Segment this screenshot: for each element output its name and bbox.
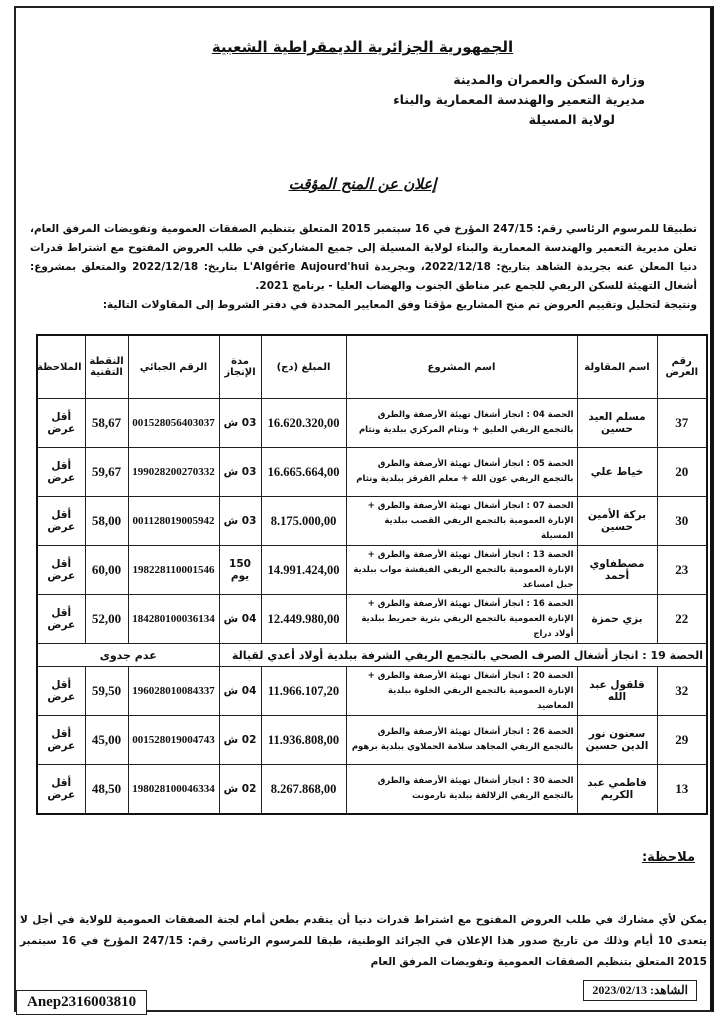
cell-remark: أقل عرض — [37, 765, 85, 815]
issuing-organization — [393, 70, 645, 130]
cell-company: سعنون نور الدين حسين — [577, 716, 657, 765]
cell-company: بزي حمزة — [577, 595, 657, 644]
awards-table — [36, 334, 708, 815]
cell-company: بركة الأمين حسين — [577, 497, 657, 546]
announcement-title: إعلان عن المنح المؤقت — [288, 175, 437, 193]
lot19-status: عدم جدوى — [37, 644, 219, 667]
table-row — [37, 765, 707, 815]
column-header: الملاحظة — [37, 335, 85, 399]
table-row — [37, 497, 707, 546]
cell-amount: 14.991.424,00 — [261, 546, 346, 595]
table-header — [37, 335, 707, 399]
cell-amount: 16.620.320,00 — [261, 399, 346, 448]
table-row — [37, 546, 707, 595]
cell-company: مصطفاوي أحمد — [577, 546, 657, 595]
intro-text — [30, 220, 697, 315]
cell-duration: 04 ش — [219, 667, 261, 716]
lot19-row — [37, 644, 707, 667]
cell-nif: 198028100046334 — [128, 765, 219, 815]
cell-company: فاطمي عبد الكريم — [577, 765, 657, 815]
table-row — [37, 595, 707, 644]
ministry: وزارة السكن والعمران والمدينة — [453, 72, 645, 87]
table-row — [37, 448, 707, 497]
cell-duration: 03 ش — [219, 497, 261, 546]
cell-nif: 001528019004743 — [128, 716, 219, 765]
column-header: اسم المشروع — [346, 335, 577, 399]
cell-project: الحصة 20 : انجاز أشغال تهيئة الأرصفة والطرق + الإنارة العمومية بالتجمع الريفي الخلوة ببلدية المعاضيد — [346, 667, 577, 716]
cell-nif: 001528056403037 — [128, 399, 219, 448]
cell-no: 37 — [657, 399, 707, 448]
cell-no: 13 — [657, 765, 707, 815]
cell-score: 58,67 — [85, 399, 128, 448]
cell-duration: 150 يوم — [219, 546, 261, 595]
cell-company: مسلم العيد حسين — [577, 399, 657, 448]
cell-nif: 184280100036134 — [128, 595, 219, 644]
cell-score: 48,50 — [85, 765, 128, 815]
column-header: المبلغ (دج) — [261, 335, 346, 399]
cell-no: 30 — [657, 497, 707, 546]
cell-amount: 16.665.664,00 — [261, 448, 346, 497]
cell-amount: 12.449.980,00 — [261, 595, 346, 644]
cell-remark: أقل عرض — [37, 716, 85, 765]
cell-no: 29 — [657, 716, 707, 765]
cell-score: 52,00 — [85, 595, 128, 644]
cell-amount: 11.966.107,20 — [261, 667, 346, 716]
column-header: رقم العرض — [657, 335, 707, 399]
cell-remark: أقل عرض — [37, 448, 85, 497]
intro-conclusion: ونتيجة لتحليل وتقييم العروض تم منح المشاريع مؤقتا وفق المعايير المحددة في دفتر الشروط إلى المقاولات التالية: — [102, 299, 697, 311]
cell-remark: أقل عرض — [37, 546, 85, 595]
cell-remark: أقل عرض — [37, 595, 85, 644]
cell-duration: 02 ش — [219, 716, 261, 765]
cell-remark: أقل عرض — [37, 399, 85, 448]
cell-duration: 03 ش — [219, 448, 261, 497]
cell-score: 59,67 — [85, 448, 128, 497]
note-text: يمكن لأي مشارك في طلب العروض المفتوح مع اشتراط قدرات دنيا أن يتقدم بطعن أمام لجنة الصفقات العمومية للولاية في أجل لا يتعدى 10 أيام وذلك من تاريخ صدور هذا الإعلان في الجرائد الوطنية، طبقا للمرسوم الرئاسي رقم: 247/15 المؤرخ في 16 سبتمبر 2015 المتعلق بتنظيم الصفقات العمومية وتفويضات المرفق العام — [20, 914, 707, 968]
cell-project: الحصة 07 : انجاز أشغال تهيئة الأرصفة والطرق + الإنارة العمومية بالتجمع الريفي القصب ببلدية المسيلة — [346, 497, 577, 546]
column-header: الرقم الجبائي — [128, 335, 219, 399]
note-heading: ملاحظة: — [641, 850, 695, 865]
intro-paragraph: تطبيقا للمرسوم الرئاسي رقم: 247/15 المؤرخ في 16 سبتمبر 2015 المتعلق بتنظيم الصفقات العمومية وتفويضات المرفق العام، تعلن مديرية التعمير والهندسة المعمارية والبناء لولاية المسيلة إلى جميع المشاركين في طلب العروض المفتوح مع اشتراط قدرات دنيا المعلن عنه بجريدة الشاهد بتاريخ: 2022/12/18، وبجريدة L'Algérie Aujourd'hui بتاريخ: 2022/12/18 والمتعلق بمشروع: أشغال التهيئة للسكن الريفي للجمع عبر مناطق الجنوب والهضاب العليا - برنامج 2021. — [30, 223, 698, 292]
cell-nif: 001128019005942 — [128, 497, 219, 546]
cell-score: 59,50 — [85, 667, 128, 716]
cell-project: الحصة 16 : انجاز أشغال تهيئة الأرصفة والطرق + الإنارة العمومية بالتجمع الريفي بثرية حمريط ببلدية أولاد دراج — [346, 595, 577, 644]
table-row — [37, 716, 707, 765]
table-row — [37, 667, 707, 716]
cell-nif: 199028200270332 — [128, 448, 219, 497]
cell-duration: 04 ش — [219, 595, 261, 644]
anep-reference: Anep2316003810 — [16, 990, 147, 1015]
cell-amount: 11.936.808,00 — [261, 716, 346, 765]
cell-duration: 03 ش — [219, 399, 261, 448]
cell-no: 20 — [657, 448, 707, 497]
cell-score: 45,00 — [85, 716, 128, 765]
cell-company: قلقول عبد الله — [577, 667, 657, 716]
column-header: النقطة التقنية — [85, 335, 128, 399]
cell-project: الحصة 05 : انجاز أشغال تهيئة الأرصفة والطرق بالتجمع الريفي عون الله + معلم القرقز ببلدية ونثام — [346, 448, 577, 497]
cell-no: 23 — [657, 546, 707, 595]
cell-no: 22 — [657, 595, 707, 644]
cell-project: الحصة 26 : انجاز أشغال تهيئة الأرصفة والطرق بالتجمع الريفي المجاهد سلامة الحملاوي ببلدية برهوم — [346, 716, 577, 765]
cell-score: 60,00 — [85, 546, 128, 595]
cell-nif: 198228110001546 — [128, 546, 219, 595]
republic-heading: الجمهورية الجزائرية الديمقراطية الشعبية — [211, 38, 514, 56]
cell-amount: 8.267.868,00 — [261, 765, 346, 815]
cell-duration: 02 ش — [219, 765, 261, 815]
cell-project: الحصة 13 : انجاز أشغال تهيئة الأرصفة والطرق + الإنارة العمومية بالتجمع الريفي الفيفشة مواب ببلدية جبل امساعد — [346, 546, 577, 595]
cell-remark: أقل عرض — [37, 667, 85, 716]
cell-nif: 196028010084337 — [128, 667, 219, 716]
publication-date: الشاهد: 2023/02/13 — [583, 980, 697, 1001]
lot19-description: الحصة 19 : انجاز أشغال الصرف الصحي بالتجمع الريفي الشرفة ببلدية أولاد أعدي لقبالة — [219, 644, 707, 667]
column-header: اسم المقاولة — [577, 335, 657, 399]
column-header: مدة الإنجاز — [219, 335, 261, 399]
directorate: مديرية التعمير والهندسة المعمارية والبناء — [393, 92, 645, 107]
cell-amount: 8.175.000,00 — [261, 497, 346, 546]
cell-project: الحصة 30 : انجاز أشغال تهيئة الأرصفة والطرق بالتجمع الريفي الزلالفة ببلدية تارمونت — [346, 765, 577, 815]
cell-company: خياط علي — [577, 448, 657, 497]
cell-project: الحصة 04 : انجاز أشغال تهيئة الأرصفة والطرق بالتجمع الريفي العليق + ونثام المركزي ببلدية ونثام — [346, 399, 577, 448]
cell-score: 58,00 — [85, 497, 128, 546]
cell-no: 32 — [657, 667, 707, 716]
table-row — [37, 399, 707, 448]
cell-remark: أقل عرض — [37, 497, 85, 546]
province: لولاية المسيلة — [528, 112, 615, 127]
